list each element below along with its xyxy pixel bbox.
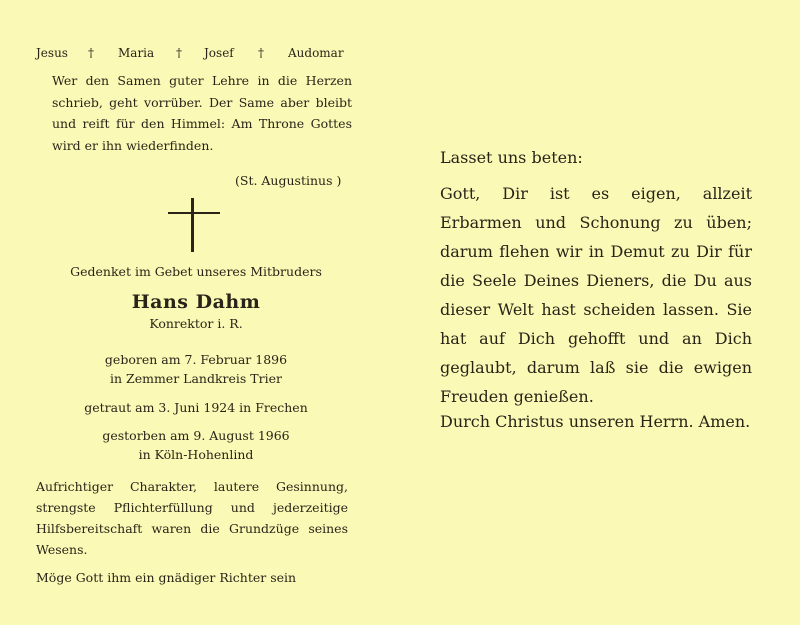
character-description: Aufrichtiger Charakter, lautere Gesinnung, strengste Pflichterfüllung und jederzeitige Hilfsbereitschaft waren die Grundzüge seines Wesens. <box>36 479 348 557</box>
name-maria: Maria <box>118 46 155 60</box>
prayer-amen: Durch Christus unseren Herrn. Amen. <box>440 412 751 431</box>
name-audomar: Audomar <box>288 46 344 60</box>
latin-cross-icon <box>168 198 220 252</box>
closing-line: Möge Gott ihm ein gnädiger Richter sein <box>36 570 297 585</box>
birth-place: in Zemmer Landkreis Trier <box>110 371 282 386</box>
quote-source: (St. Augustinus ) <box>235 173 342 188</box>
death-date: gestorben am 9. August 1966 <box>102 428 290 443</box>
name-jesus: Jesus <box>36 46 68 60</box>
marriage-date: getraut am 3. Juni 1924 in Frechen <box>84 400 308 415</box>
birth-date: geboren am 7. Februar 1896 <box>104 352 288 367</box>
dagger-glyph: † <box>258 46 264 60</box>
dagger-glyph: † <box>176 46 182 60</box>
name-josef: Josef <box>204 46 234 60</box>
prayer-text: Gott, Dir ist es eigen, allzeit Erbarmen und Schonung zu üben; darum flehen wir in Demut zu Dir für die Seele Deines Dieners, die Du aus dieser Welt hast scheiden lassen. Sie hat auf Dich gehofft und an Dich geglaubt, darum laß sie die ewigen Freuden genießen. <box>440 184 752 406</box>
remembrance-line: Gedenket im Gebet unseres Mitbruders <box>70 264 322 279</box>
deceased-title: Konrektor i. R. <box>149 316 243 331</box>
death-place: in Köln-Hohenlind <box>138 447 254 462</box>
prayer-heading: Lasset uns beten: <box>440 148 583 167</box>
deceased-name: Hans Dahm <box>131 291 261 313</box>
dagger-glyph: † <box>88 46 94 60</box>
augustinus-quote: Wer den Samen guter Lehre in die Herzen schrieb, geht vorrüber. Der Same aber bleibt und reift für den Himmel: Am Throne Gottes wird er ihn wiederfinden. <box>52 73 352 153</box>
